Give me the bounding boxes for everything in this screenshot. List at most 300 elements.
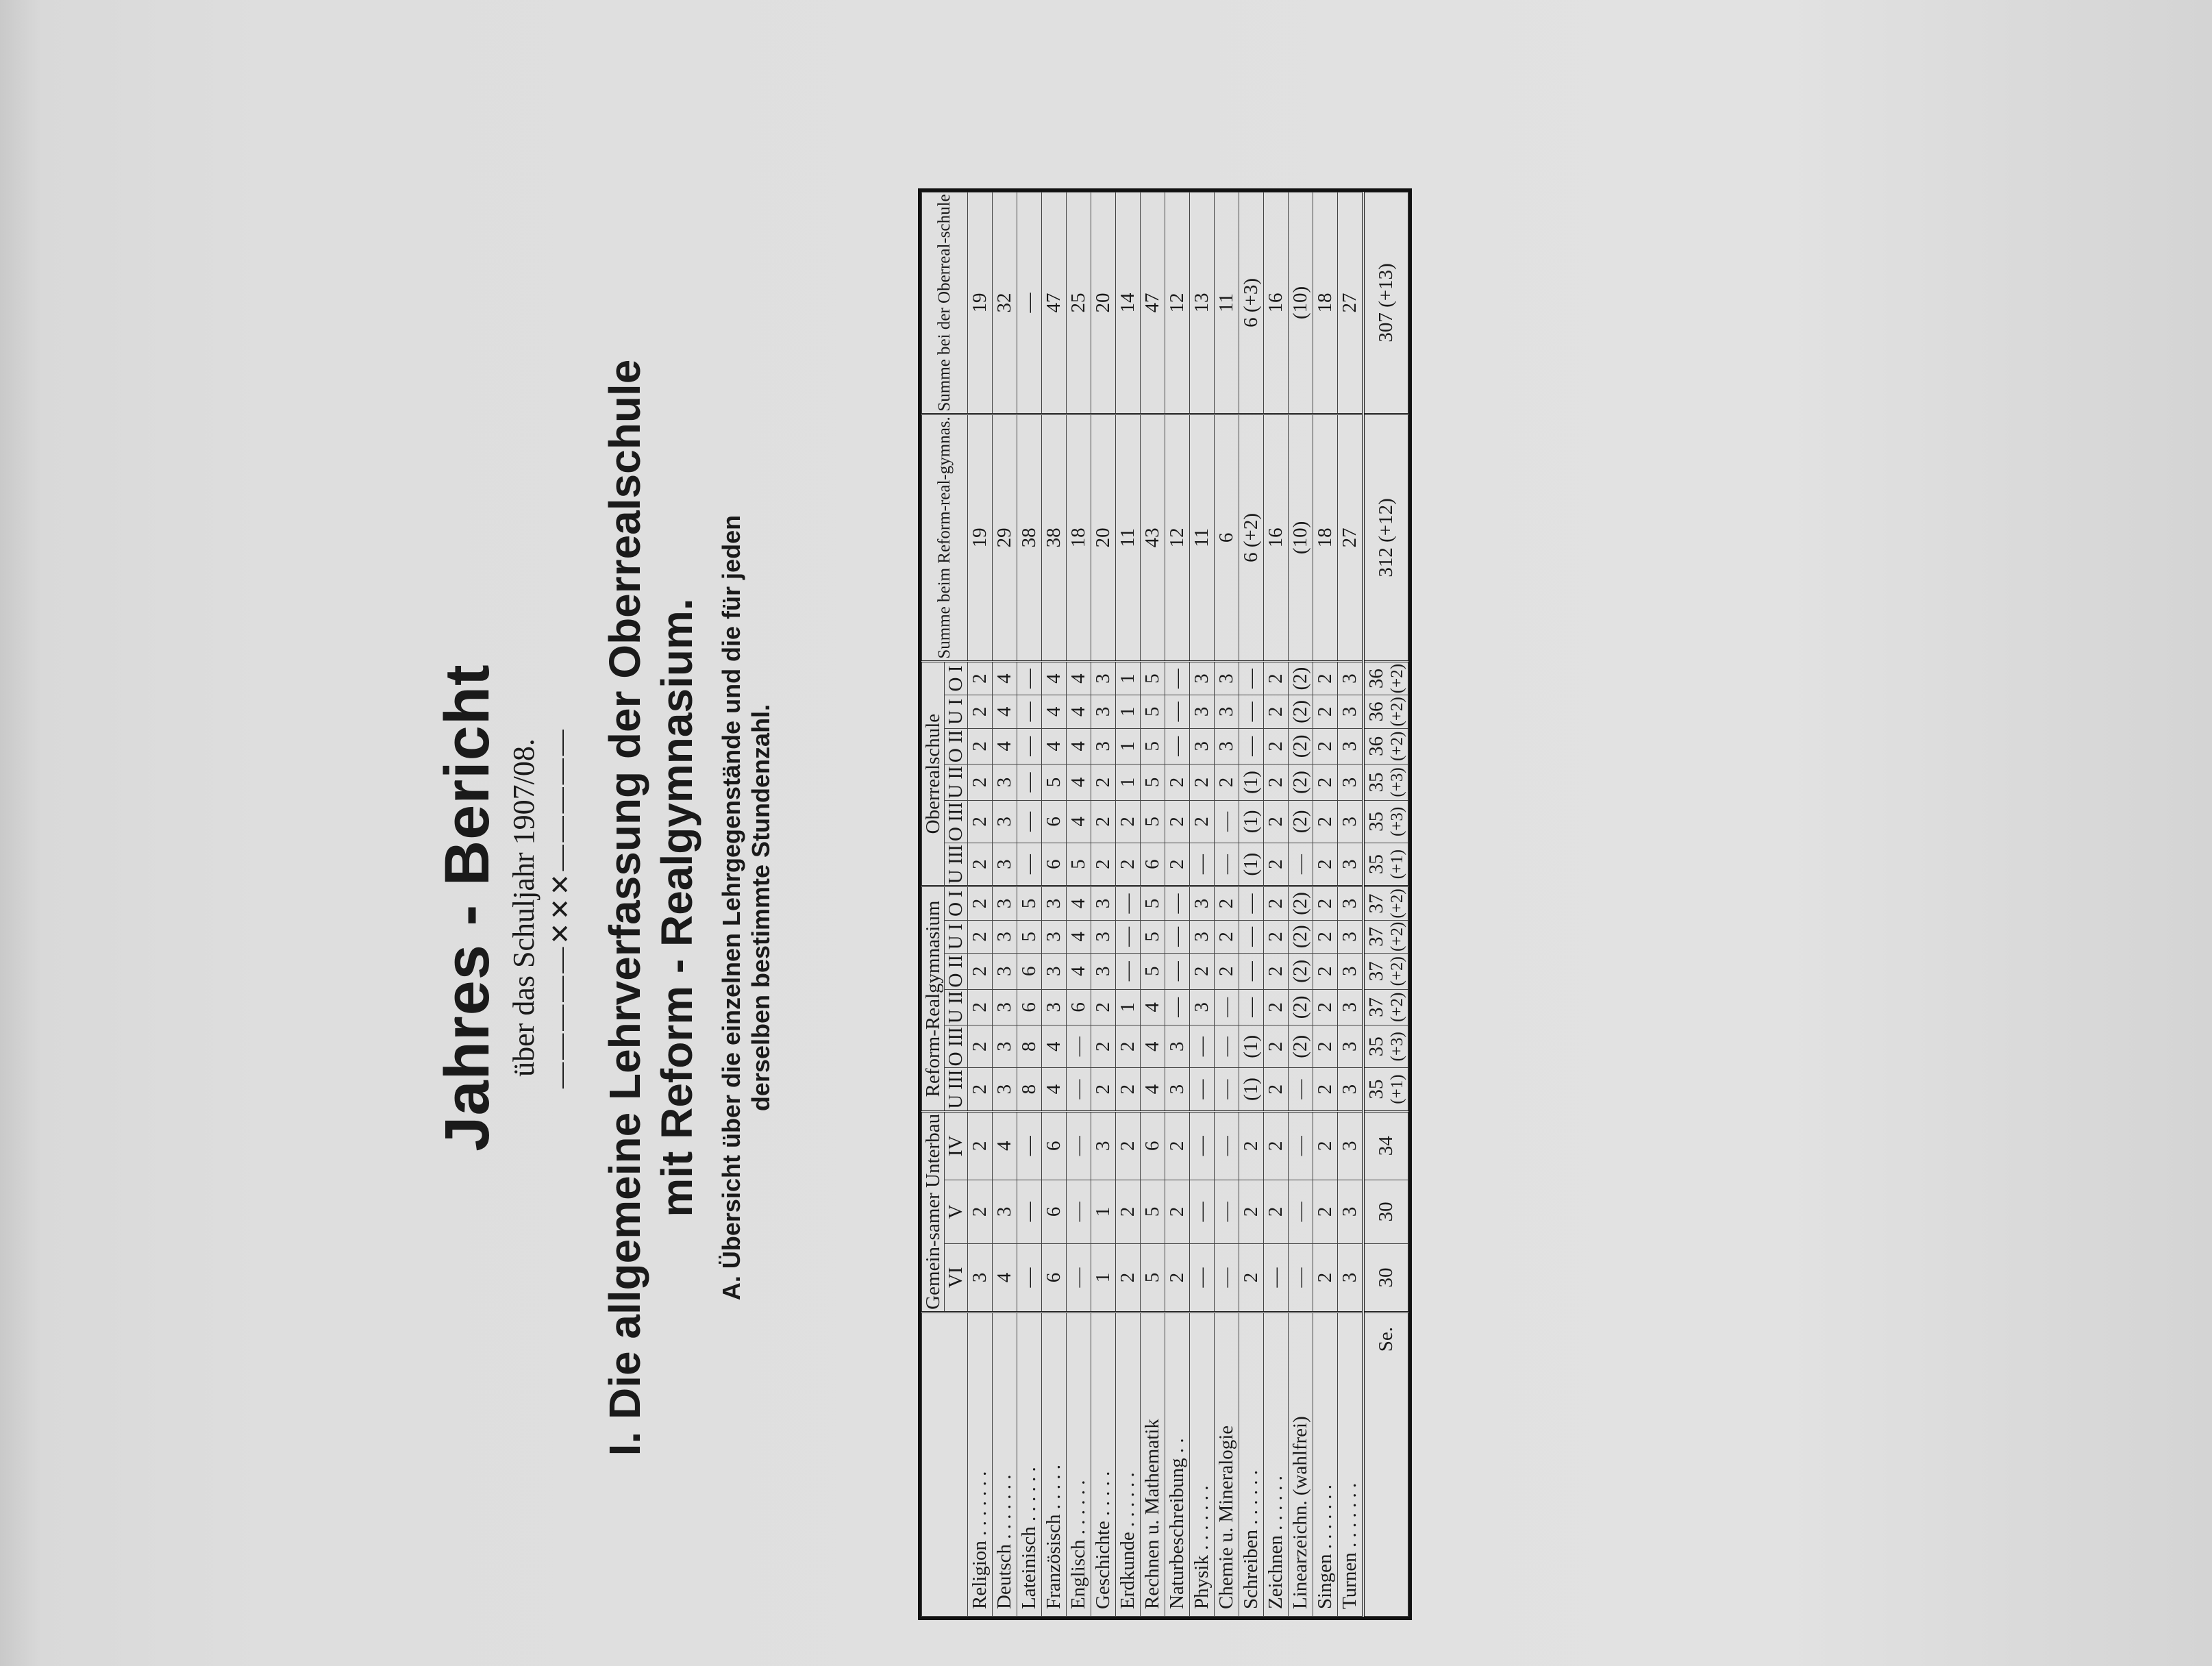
hours-cell: 47 — [1140, 192, 1165, 414]
total-value: 35 — [1365, 854, 1387, 875]
hours-cell: 2 — [1313, 886, 1337, 920]
hours-cell: 6 — [1140, 1111, 1165, 1180]
hours-cell: 2 — [1263, 661, 1288, 695]
hours-cell: 3 — [992, 843, 1017, 886]
column-header: U III — [945, 843, 967, 886]
hours-cell: — — [1165, 728, 1189, 764]
hours-cell: 3 — [1337, 1068, 1363, 1111]
hours-cell: 3 — [1214, 728, 1239, 764]
subject-cell: Englisch . . . . . . — [1066, 1313, 1091, 1617]
subject-cell: Naturbeschreibung . . — [1165, 1313, 1189, 1617]
report-title: Jahres - Bericht — [432, 664, 502, 1152]
total-cell — [1363, 728, 1408, 764]
hours-cell: — — [1288, 1068, 1313, 1111]
hours-cell: 1 — [1091, 1180, 1115, 1243]
hours-cell: 2 — [1313, 695, 1337, 728]
subject-cell: Religion . . . . . . . — [967, 1313, 992, 1617]
hours-cell: 4 — [1066, 920, 1091, 953]
total-value: 36 — [1365, 669, 1387, 689]
total-extra: (+2) — [1387, 992, 1406, 1022]
hours-cell: 3 — [992, 1068, 1017, 1111]
table-row — [1214, 192, 1239, 1617]
hours-cell: 3 — [1041, 920, 1066, 953]
ornament-divider: —————✕✕✕————— — [547, 727, 575, 1089]
hours-cell: 2 — [1115, 800, 1140, 843]
subject-cell: Erdkunde . . . . . . — [1115, 1313, 1140, 1617]
hours-cell: 2 — [1091, 843, 1115, 886]
hours-cell: 2 — [967, 661, 992, 695]
hours-cell: 6 — [1041, 1180, 1066, 1243]
hours-cell: 3 — [1091, 661, 1115, 695]
hours-cell: — — [1263, 1243, 1288, 1312]
hours-cell: 3 — [967, 1243, 992, 1312]
lesson-hours-table — [918, 188, 1412, 1620]
hours-cell: 2 — [1091, 1068, 1115, 1111]
table-group-header — [922, 192, 945, 1617]
hours-cell: 2 — [1165, 764, 1189, 801]
hours-cell: 2 — [1313, 661, 1337, 695]
hours-cell: 5 — [1140, 661, 1165, 695]
table-row — [1140, 192, 1165, 1617]
hours-cell: 8 — [1017, 1068, 1041, 1111]
total-value: 35 — [1365, 811, 1387, 832]
hours-cell: — — [1017, 764, 1041, 801]
hours-cell: 14 — [1115, 192, 1140, 414]
subject-cell: Linearzeichn. (wahlfrei) — [1288, 1313, 1313, 1617]
table-body — [967, 192, 1408, 1617]
hours-cell: 2 — [1313, 728, 1337, 764]
hours-cell: (2) — [1288, 695, 1313, 728]
total-value: 37 — [1365, 997, 1387, 1017]
subject-cell: Turnen . . . . . . . — [1337, 1313, 1363, 1617]
hours-cell: 2 — [1214, 920, 1239, 953]
hours-cell: 2 — [1214, 764, 1239, 801]
hours-cell: 11 — [1214, 192, 1239, 414]
hours-cell: — — [1239, 920, 1263, 953]
table-row — [1263, 192, 1288, 1617]
hours-cell: 2 — [1091, 1025, 1115, 1068]
table-row — [1337, 192, 1363, 1617]
hours-cell: 6 — [1041, 843, 1066, 886]
column-header: U II — [945, 764, 967, 801]
total-extra: (+2) — [1387, 663, 1406, 694]
hours-cell: 32 — [992, 192, 1017, 414]
hours-cell: 4 — [1041, 661, 1066, 695]
subject-cell: Geschichte . . . . . — [1091, 1313, 1115, 1617]
hours-cell: — — [1214, 1111, 1239, 1180]
hours-cell: (2) — [1288, 953, 1313, 989]
table-row — [1288, 192, 1313, 1617]
column-header: U I — [945, 695, 967, 728]
hours-cell: 3 — [992, 886, 1017, 920]
hours-cell: 1 — [1115, 989, 1140, 1025]
total-cell — [1363, 886, 1408, 920]
hours-cell: 12 — [1165, 192, 1189, 414]
hours-cell: — — [1288, 843, 1313, 886]
hours-cell: 3 — [1337, 764, 1363, 801]
hours-cell: (2) — [1288, 800, 1313, 843]
hours-cell: 4 — [992, 728, 1017, 764]
hours-cell: 2 — [1313, 1180, 1337, 1243]
hours-cell: 2 — [1313, 764, 1337, 801]
total-extra: (+2) — [1387, 731, 1406, 761]
hours-cell: 25 — [1066, 192, 1091, 414]
rotated-page-content — [411, 171, 1480, 1644]
hours-cell: 2 — [1263, 1025, 1288, 1068]
hours-cell: 3 — [1214, 695, 1239, 728]
hours-cell: 2 — [967, 1025, 992, 1068]
hours-cell: 2 — [1263, 953, 1288, 989]
hours-cell: — — [1017, 661, 1041, 695]
hours-cell: 2 — [1263, 920, 1288, 953]
sub-heading-line1: A. Übersicht über die einzelnen Lehrgegenstände und die für jeden — [717, 514, 746, 1301]
hours-cell: 2 — [967, 1111, 992, 1180]
hours-cell: 4 — [1140, 1068, 1165, 1111]
total-cell — [1363, 695, 1408, 728]
hours-cell: 3 — [992, 989, 1017, 1025]
total-cell — [1363, 800, 1408, 843]
hours-cell: 4 — [992, 661, 1017, 695]
hours-cell: 18 — [1313, 414, 1337, 661]
hours-cell: 2 — [967, 800, 992, 843]
hours-cell: 5 — [1140, 1243, 1165, 1312]
hours-table — [921, 192, 1408, 1617]
sum-header-oberreal: Summe bei der Oberreal-schule — [922, 192, 968, 414]
total-cell — [1363, 1243, 1408, 1312]
hours-cell: 2 — [1165, 1243, 1189, 1312]
hours-cell: 2 — [1313, 920, 1337, 953]
hours-cell: 3 — [1337, 886, 1363, 920]
table-row — [967, 192, 992, 1617]
total-extra: (+2) — [1387, 697, 1406, 727]
hours-cell: 3 — [1091, 1111, 1115, 1180]
hours-cell: 6 — [1214, 414, 1239, 661]
column-header: O II — [945, 728, 967, 764]
hours-cell: 4 — [1041, 1068, 1066, 1111]
hours-cell: — — [1017, 1180, 1041, 1243]
hours-cell: 3 — [992, 1180, 1017, 1243]
hours-cell: (1) — [1239, 764, 1263, 801]
total-extra: (+2) — [1387, 888, 1406, 919]
hours-cell: 3 — [1337, 661, 1363, 695]
total-value: 36 — [1365, 736, 1387, 756]
total-cell — [1363, 920, 1408, 953]
hours-cell: (10) — [1288, 192, 1313, 414]
hours-cell: 11 — [1189, 414, 1214, 661]
column-header: U III — [945, 1068, 967, 1111]
hours-cell: — — [1066, 1180, 1091, 1243]
hours-cell: (2) — [1288, 989, 1313, 1025]
hours-cell: 3 — [992, 953, 1017, 989]
subject-cell: Französisch . . . . . — [1041, 1313, 1066, 1617]
total-extra: (+1) — [1387, 849, 1406, 880]
hours-cell: 5 — [1017, 920, 1041, 953]
hours-cell: 2 — [1214, 953, 1239, 989]
hours-cell: 2 — [967, 920, 992, 953]
hours-cell: — — [1017, 1243, 1041, 1312]
total-value: 35 — [1365, 1079, 1387, 1099]
hours-cell: (2) — [1288, 764, 1313, 801]
hours-cell: — — [1189, 1025, 1214, 1068]
hours-cell: 38 — [1017, 414, 1041, 661]
hours-cell: (2) — [1288, 661, 1313, 695]
hours-cell: 2 — [1091, 989, 1115, 1025]
hours-cell: 3 — [1189, 886, 1214, 920]
total-extra: (+1) — [1387, 1074, 1406, 1104]
hours-cell: 2 — [1263, 1111, 1288, 1180]
hours-cell: (1) — [1239, 1068, 1263, 1111]
hours-cell: 3 — [1091, 728, 1115, 764]
hours-cell: (1) — [1239, 1025, 1263, 1068]
total-cell — [1363, 843, 1408, 886]
hours-cell: 3 — [1041, 989, 1066, 1025]
total-cell — [1363, 764, 1408, 801]
hours-cell: 2 — [967, 953, 992, 989]
column-header: O I — [945, 661, 967, 695]
hours-cell: — — [1066, 1068, 1091, 1111]
hours-cell: 5 — [1140, 1180, 1165, 1243]
hours-cell: 6 (+2) — [1239, 414, 1263, 661]
hours-cell: (1) — [1239, 843, 1263, 886]
hours-cell: 12 — [1165, 414, 1189, 661]
hours-cell: 4 — [1066, 953, 1091, 989]
hours-cell: — — [1165, 695, 1189, 728]
hours-cell: — — [1017, 800, 1041, 843]
hours-cell: 2 — [1115, 1243, 1140, 1312]
subject-cell: Singen . . . . . . . — [1313, 1313, 1337, 1617]
hours-cell: — — [1165, 989, 1189, 1025]
hours-cell: 4 — [1066, 764, 1091, 801]
hours-cell: 2 — [1313, 1243, 1337, 1312]
hours-cell: 2 — [1115, 1111, 1140, 1180]
hours-cell: 4 — [1066, 886, 1091, 920]
hours-cell: 3 — [1189, 695, 1214, 728]
table-row — [1091, 192, 1115, 1617]
hours-cell: 4 — [992, 695, 1017, 728]
section-title-line1: I. Die allgemeine Lehrverfassung der Oberrealschule — [600, 359, 649, 1456]
hours-cell: — — [1288, 1111, 1313, 1180]
hours-cell: 3 — [1091, 886, 1115, 920]
group-header: Oberrealschule — [922, 661, 945, 886]
hours-cell: — — [1239, 695, 1263, 728]
total-extra: (+2) — [1387, 921, 1406, 952]
total-cell — [1363, 953, 1408, 989]
sub-heading — [717, 171, 775, 1644]
group-header: Gemein-samer Unterbau — [922, 1111, 945, 1312]
hours-cell: 13 — [1189, 192, 1214, 414]
hours-cell: 3 — [992, 800, 1017, 843]
hours-cell: 20 — [1091, 414, 1115, 661]
hours-cell: 4 — [1140, 989, 1165, 1025]
hours-cell: 1 — [1115, 661, 1140, 695]
total-cell — [1363, 1180, 1408, 1243]
hours-cell: 4 — [1041, 1025, 1066, 1068]
total-value: 35 — [1365, 1036, 1387, 1057]
hours-cell: 5 — [1140, 953, 1165, 989]
hours-cell: (1) — [1239, 800, 1263, 843]
hours-cell: 3 — [1337, 920, 1363, 953]
total-value: 312 (+12) — [1374, 498, 1397, 577]
table-row — [992, 192, 1017, 1617]
hours-cell: 2 — [1091, 764, 1115, 801]
hours-cell: 16 — [1263, 414, 1288, 661]
hours-cell: 3 — [1165, 1068, 1189, 1111]
sub-heading-line2: derselben bestimmte Stundenzahl. — [747, 704, 775, 1112]
total-label: Se. — [1363, 1313, 1408, 1617]
total-value: 37 — [1365, 893, 1387, 914]
hours-cell: 20 — [1091, 192, 1115, 414]
hours-cell: — — [1239, 953, 1263, 989]
total-value: 30 — [1374, 1202, 1397, 1222]
subject-cell: Zeichnen . . . . . . — [1263, 1313, 1288, 1617]
hours-cell: — — [1165, 886, 1189, 920]
hours-cell: 3 — [1337, 989, 1363, 1025]
hours-cell: 6 — [1041, 1243, 1066, 1312]
hours-cell: 3 — [1337, 953, 1363, 989]
column-header: O II — [945, 953, 967, 989]
table-row — [1239, 192, 1263, 1617]
hours-cell: 2 — [967, 1180, 992, 1243]
hours-cell: 6 — [1140, 843, 1165, 886]
hours-cell: 19 — [967, 192, 992, 414]
hours-cell: 3 — [1041, 953, 1066, 989]
hours-cell: 18 — [1066, 414, 1091, 661]
hours-cell: — — [1214, 1180, 1239, 1243]
total-extra: (+2) — [1387, 956, 1406, 986]
hours-cell: 5 — [1140, 886, 1165, 920]
table-row — [1189, 192, 1214, 1617]
hours-cell: 1 — [1115, 764, 1140, 801]
total-row — [1363, 192, 1408, 1617]
hours-cell: — — [1066, 1025, 1091, 1068]
column-header: O I — [945, 886, 967, 920]
hours-cell: 3 — [1337, 1180, 1363, 1243]
hours-cell: 5 — [1140, 920, 1165, 953]
total-cell — [1363, 414, 1408, 661]
total-value: 307 (+13) — [1374, 263, 1397, 343]
hours-cell: 1 — [1115, 695, 1140, 728]
hours-cell: 3 — [1337, 843, 1363, 886]
column-header: VI — [945, 1243, 967, 1312]
hours-cell: 5 — [1140, 764, 1165, 801]
hours-cell: 2 — [967, 764, 992, 801]
total-value: 37 — [1365, 926, 1387, 947]
hours-cell: 3 — [1091, 920, 1115, 953]
sum-header-reform: Summe beim Reform-real-gymnas. — [922, 414, 968, 661]
hours-cell: 3 — [1337, 800, 1363, 843]
hours-cell: 2 — [1313, 843, 1337, 886]
hours-cell: (10) — [1288, 414, 1313, 661]
hours-cell: 29 — [992, 414, 1017, 661]
hours-cell: 4 — [1066, 728, 1091, 764]
hours-cell: 38 — [1041, 414, 1066, 661]
hours-cell: 6 — [1017, 953, 1041, 989]
hours-cell: 1 — [1115, 728, 1140, 764]
section-title — [599, 171, 703, 1644]
hours-cell: 2 — [1115, 1068, 1140, 1111]
hours-cell: 5 — [1066, 843, 1091, 886]
column-header: V — [945, 1180, 967, 1243]
hours-cell: — — [1214, 1025, 1239, 1068]
hours-cell: 4 — [1066, 800, 1091, 843]
table-row — [1313, 192, 1337, 1617]
total-extra: (+3) — [1387, 1032, 1406, 1062]
hours-cell: 2 — [1263, 800, 1288, 843]
hours-cell: 2 — [1239, 1180, 1263, 1243]
hours-cell: 2 — [1189, 953, 1214, 989]
hours-cell: 2 — [1091, 800, 1115, 843]
hours-cell: — — [1214, 800, 1239, 843]
hours-cell: 2 — [1313, 1111, 1337, 1180]
hours-cell: — — [1239, 989, 1263, 1025]
hours-cell: — — [1017, 843, 1041, 886]
hours-cell: 19 — [967, 414, 992, 661]
total-cell — [1363, 1068, 1408, 1111]
hours-cell: 6 — [1041, 800, 1066, 843]
report-header — [411, 171, 775, 1644]
hours-cell: 2 — [967, 1068, 992, 1111]
hours-cell: — — [1115, 953, 1140, 989]
hours-cell: 2 — [1165, 843, 1189, 886]
hours-cell: 11 — [1115, 414, 1140, 661]
group-header: Reform-Realgymnasium — [922, 886, 945, 1111]
hours-cell: 2 — [967, 728, 992, 764]
total-cell — [1363, 661, 1408, 695]
hours-cell: 4 — [992, 1243, 1017, 1312]
hours-cell: 4 — [1066, 695, 1091, 728]
total-cell — [1363, 192, 1408, 414]
table-row — [1115, 192, 1140, 1617]
total-cell — [1363, 1111, 1408, 1180]
subject-cell: Rechnen u. Mathematik — [1140, 1313, 1165, 1617]
hours-cell: (2) — [1288, 920, 1313, 953]
column-header: U I — [945, 920, 967, 953]
hours-cell: — — [1288, 1243, 1313, 1312]
hours-cell: 3 — [1091, 695, 1115, 728]
total-extra: (+3) — [1387, 767, 1406, 797]
hours-cell: (2) — [1288, 886, 1313, 920]
hours-cell: — — [1165, 920, 1189, 953]
hours-cell: 2 — [1239, 1243, 1263, 1312]
subject-cell: Schreiben . . . . . . — [1239, 1313, 1263, 1617]
hours-cell: — — [1214, 1243, 1239, 1312]
hours-cell: 3 — [1337, 728, 1363, 764]
table-row — [1017, 192, 1041, 1617]
report-subtitle: über das Schuljahr 1907/08. — [507, 738, 540, 1077]
hours-cell: 3 — [1189, 920, 1214, 953]
hours-cell: (2) — [1288, 728, 1313, 764]
hours-cell: 3 — [1189, 728, 1214, 764]
hours-cell: — — [1165, 953, 1189, 989]
hours-cell: 2 — [1263, 843, 1288, 886]
hours-cell: 5 — [1140, 695, 1165, 728]
hours-cell: 2 — [1189, 800, 1214, 843]
hours-cell: — — [1189, 843, 1214, 886]
hours-cell: 2 — [967, 886, 992, 920]
hours-cell: 3 — [1041, 886, 1066, 920]
total-value: 35 — [1365, 772, 1387, 793]
hours-cell: 18 — [1313, 192, 1337, 414]
hours-cell: — — [1189, 1180, 1214, 1243]
hours-cell: — — [1066, 1111, 1091, 1180]
subject-cell: Deutsch . . . . . . . — [992, 1313, 1017, 1617]
hours-cell: 4 — [1041, 728, 1066, 764]
table-row — [1165, 192, 1189, 1617]
hours-cell: 2 — [1189, 764, 1214, 801]
hours-cell: 2 — [1115, 1025, 1140, 1068]
hours-cell: 2 — [1115, 1180, 1140, 1243]
hours-cell: 2 — [1165, 1111, 1189, 1180]
